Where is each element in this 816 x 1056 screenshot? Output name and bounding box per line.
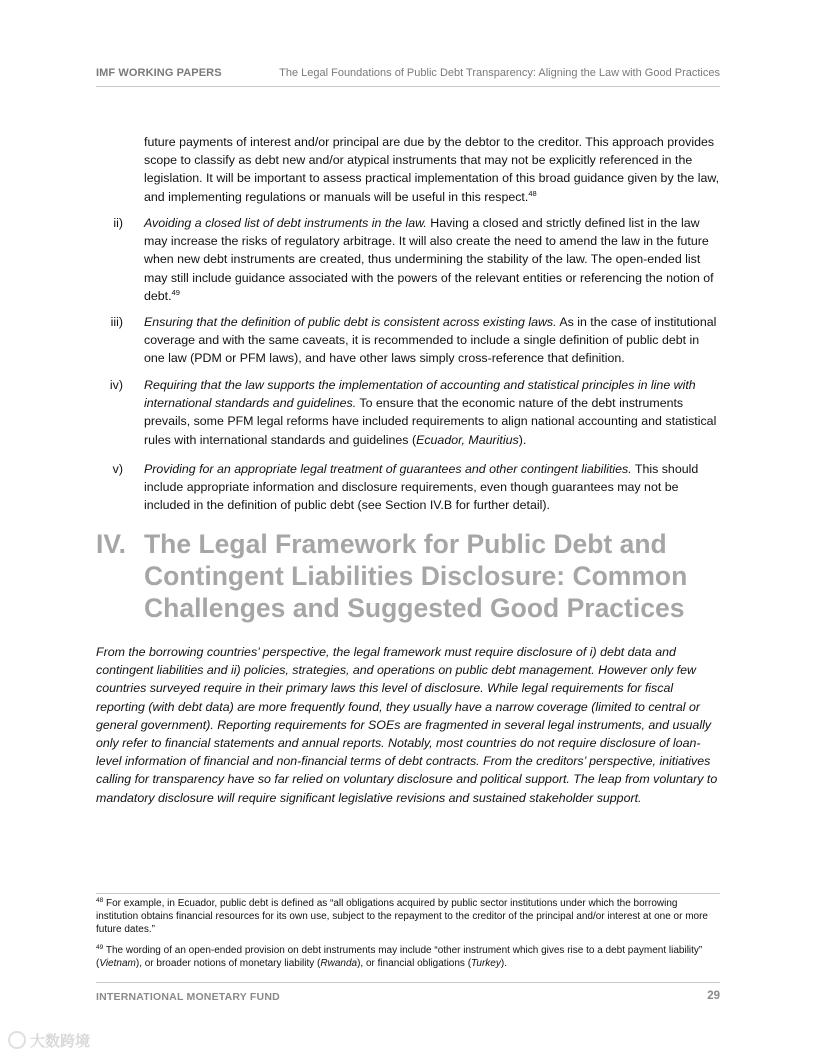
section-summary: From the borrowing countries’ perspective, the legal framework must require disclosure of i) debt data and contingent liabilities and ii) policies, strategies, and operations on public debt management. However only few countries surveyed require in their primary laws this level of disclosure. While legal requirements for fiscal reporting (with debt data) are more frequently found, they usually have a narrow coverage (limited to central or general government). Reporting requirements for SOEs are fragmented in several legal instruments, and usually only refer to financial statements and annual reports. Notably, most countries do not require disclosure of loan-level information of financial and non-financial terms of debt contracts. From the creditors’ perspective, initiatives calling for transparency have so far relied on voluntary disclosure and political support. The leap from voluntary to mandatory disclosure will require significant legislative revisions and sustained stakeholder support. <box>96 645 718 805</box>
footnote-text: ). <box>500 958 507 970</box>
header-title: The Legal Foundations of Public Debt Transparency: Aligning the Law with Good Practices <box>279 67 720 79</box>
footnote-number: 48 <box>96 897 104 904</box>
list-item-number: iii) <box>110 315 123 329</box>
footnote-country: Rwanda <box>320 958 358 970</box>
watermark <box>8 1030 90 1051</box>
continuation-text: future payments of interest and/or principal are due by the debtor to the creditor. This approach provides scope to classify as debt new and/or atypical instruments that may not be explicitly referenced in the legislation. It will be important to assess practical implementation of this broad guidance given by the law, and implementing regulations or manuals will be useful in this respect. <box>144 135 720 204</box>
watermark-text: 大数跨境 <box>30 1033 91 1050</box>
footnote-number: 49 <box>96 944 104 951</box>
footnote-country: Turkey <box>471 958 501 970</box>
footnote-divider <box>96 893 720 894</box>
list-item-number: v) <box>112 462 123 476</box>
header-divider <box>96 86 720 87</box>
page-number: 29 <box>707 990 720 1002</box>
footnote-48 <box>96 897 722 937</box>
footnote-text: For example, in Ecuador, public debt is defined as “all obligations acquired by public sector institutions under which the borrowing institution obtains financial resources for its own use, subject to the repayment to the creditor of the principal and/or interest at one or more future dates.” <box>96 898 708 936</box>
list-item-number: iv) <box>109 378 123 392</box>
footer-org: INTERNATIONAL MONETARY FUND <box>96 991 280 1003</box>
list-item-body: As in the case of institutional coverage and with the same caveats, it is recommended to include a single definition of public debt in one law (PDM or PFM laws), and have other laws simply cross-reference that definition. <box>144 315 717 366</box>
watermark-icon <box>8 1031 26 1049</box>
footnote-text: ), or broader notions of monetary liability ( <box>135 958 321 970</box>
footnote-text: The wording of an open-ended provision on debt instruments may include “other instrument which gives rise to a debt payment liability” ( <box>96 945 703 970</box>
list-item-body: Having a closed and strictly defined list in the law may increase the risks of regulatory arbitrage. It will also create the need to amend the law in the future when new debt instruments are created, thus undermining the stability of the law. The open-ended list may still include guidance associated with the powers of the relevant entities or referencing the notion of debt. <box>144 216 714 303</box>
section-title: The Legal Framework for Public Debt and Contingent Liabilities Disclosure: Common Challenges and Suggested Good Practices <box>144 529 688 623</box>
list-item-lead: Avoiding a closed list of debt instruments in the law. <box>144 216 427 230</box>
footnote-text: ), or financial obligations ( <box>357 958 472 970</box>
list-item-body: To ensure that the economic nature of the debt instruments prevails, some PFM legal reforms have included requirements to align national accounting and statistical rules with international standards and guidelines ( <box>144 396 717 447</box>
footnote-49 <box>96 944 722 970</box>
list-item-tail: ). <box>518 432 527 447</box>
list-item-lead: Providing for an appropriate legal treatment of guarantees and other contingent liabilities. <box>144 462 632 476</box>
continuation-paragraph <box>144 133 722 206</box>
footnote-ref-48: 48 <box>528 188 537 198</box>
list-item-examples: Ecuador, Mauritius <box>416 432 519 447</box>
list-item-number: ii) <box>113 216 123 230</box>
footer-divider <box>96 982 720 983</box>
footnote-country: Vietnam <box>99 958 136 970</box>
header-series: IMF WORKING PAPERS <box>96 67 222 79</box>
list-item-body: This should include appropriate information and disclosure requirements, even though guarantees may not be included in the definition of public debt (see Section IV.B for further detail). <box>144 462 699 513</box>
footnote-ref-49: 49 <box>171 287 180 297</box>
list-item-lead: Ensuring that the definition of public debt is consistent across existing laws. <box>144 315 557 329</box>
list-item-lead: Requiring that the law supports the implementation of accounting and statistical principles in line with international standards and guidelines. <box>144 378 696 411</box>
section-number: IV. <box>96 529 126 559</box>
